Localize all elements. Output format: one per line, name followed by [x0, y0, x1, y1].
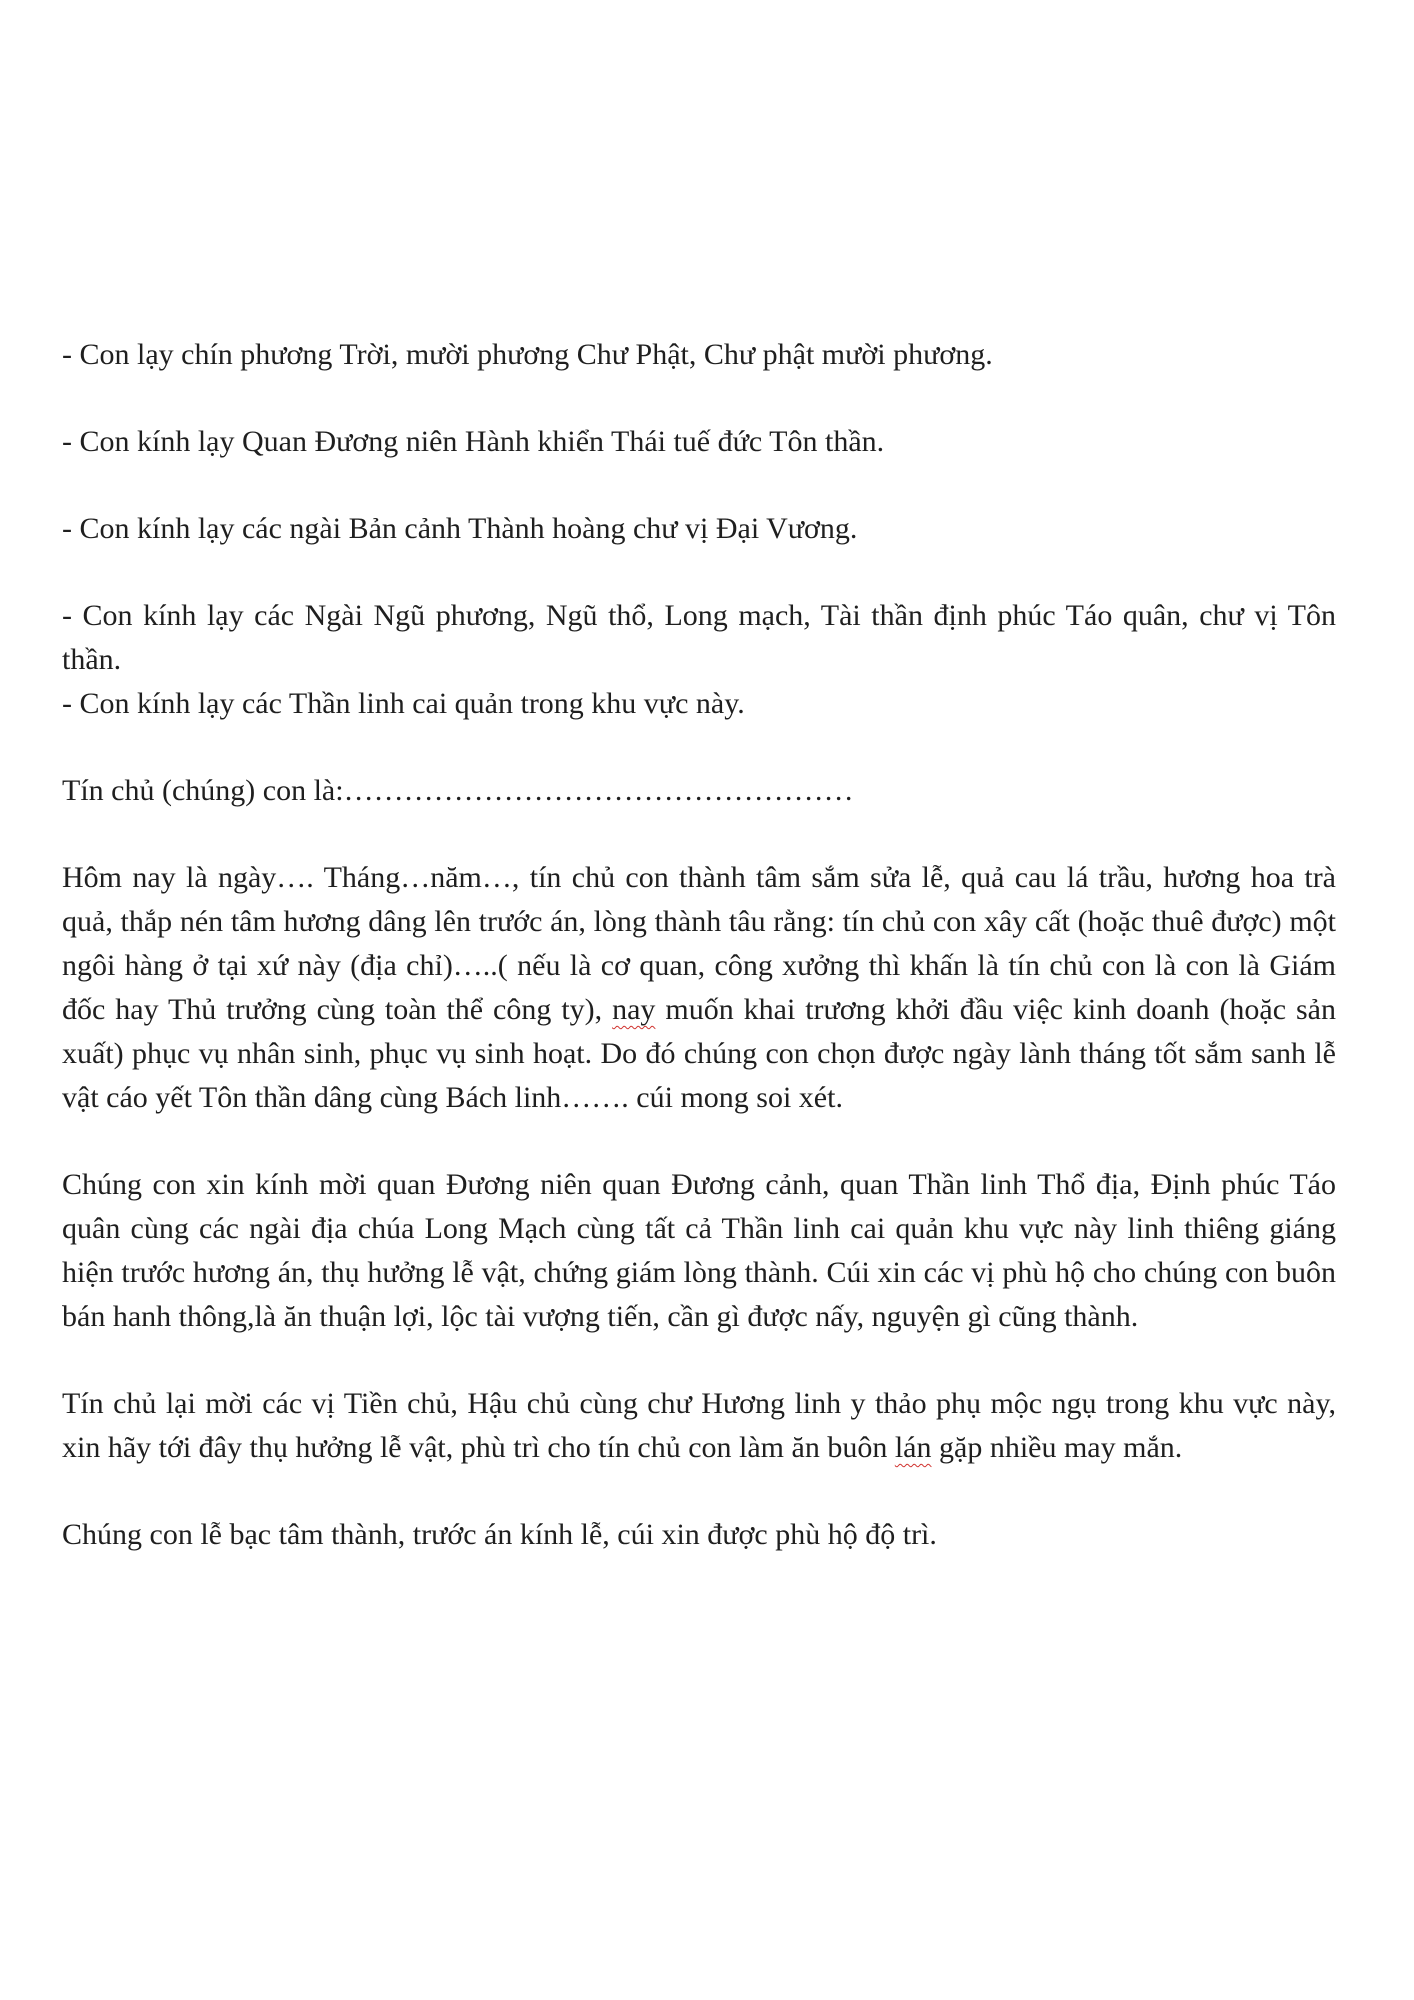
closing-line: Chúng con lễ bạc tâm thành, trước án kính lễ, cúi xin được phù hộ độ trì. — [62, 1518, 937, 1551]
paragraph-former-owners-text-b: gặp nhiều may mắn. — [931, 1431, 1183, 1464]
paragraph-ceremony-date-text-b: muốn khai trương khởi đầu việc kinh doanh (hoặc sản xuất) phục vụ nhân sinh, phục vụ sinh hoạt. Do đó chúng con chọn được ngày lành tháng tốt sắm sanh lễ vật cáo yết Tôn thần dâng cùng Bách linh……. cúi mong soi xét. — [62, 993, 1336, 1114]
document-body — [62, 333, 1336, 1557]
paragraph-invitation: Chúng con xin kính mời quan Đương niên quan Đương cảnh, quan Thần linh Thổ địa, Định phúc Táo quân cùng các ngài địa chúa Long Mạch cùng tất cả Thần linh cai quản khu vực này linh thiêng giáng hiện trước hương án, thụ hưởng lễ vật, chứng giám lòng thành. Cúi xin các vị phù hộ cho chúng con buôn bán hanh thông,là ăn thuận lợi, lộc tài vượng tiến, cần gì được nấy, nguyện gì cũng thành. — [62, 1168, 1336, 1333]
paragraph-former-owners — [62, 1382, 1336, 1470]
paragraph-ceremony-date — [62, 856, 1336, 1120]
invocation-line-3: - Con kính lạy các ngài Bản cảnh Thành hoàng chư vị Đại Vương. — [62, 512, 858, 545]
invocation-line-1: - Con lạy chín phương Trời, mười phương Chư Phật, Chư phật mười phương. — [62, 338, 993, 371]
invocation-line-2: - Con kính lạy Quan Đương niên Hành khiển Thái tuế đức Tôn thần. — [62, 425, 885, 458]
spelling-flagged-word: lán — [894, 1431, 932, 1464]
tin-chu-line: Tín chủ (chúng) con là:…………………………………………… — [62, 774, 854, 807]
invocation-line-5: - Con kính lạy các Thần linh cai quản trong khu vực này. — [62, 687, 745, 720]
paragraph-former-owners-text-a: Tín chủ lại mời các vị Tiền chủ, Hậu chủ cùng chư Hương linh y thảo phụ mộc ngụ trong khu vực này, xin hãy tới đây thụ hưởng lễ vật, phù trì cho tín chủ con làm ăn buôn — [62, 1387, 1336, 1464]
paragraph-ceremony-date-text-a: Hôm nay là ngày…. Tháng…năm…, tín chủ con thành tâm sắm sửa lễ, quả cau lá trầu, hương hoa trà quả, thắp nén tâm hương dâng lên trước án, lòng thành tâu rằng: tín chủ con xây cất (hoặc thuê được) một ngôi hàng ở tại xứ này (địa chỉ)…..( nếu là cơ quan, công xưởng thì khấn là tín chủ con là con là Giám đốc hay Thủ trưởng cùng toàn thể công ty), — [62, 861, 1336, 1026]
spelling-flagged-word: nay — [612, 993, 656, 1026]
invocation-line-4: - Con kính lạy các Ngài Ngũ phương, Ngũ thổ, Long mạch, Tài thần định phúc Táo quân, chư vị Tôn thần. — [62, 599, 1336, 676]
